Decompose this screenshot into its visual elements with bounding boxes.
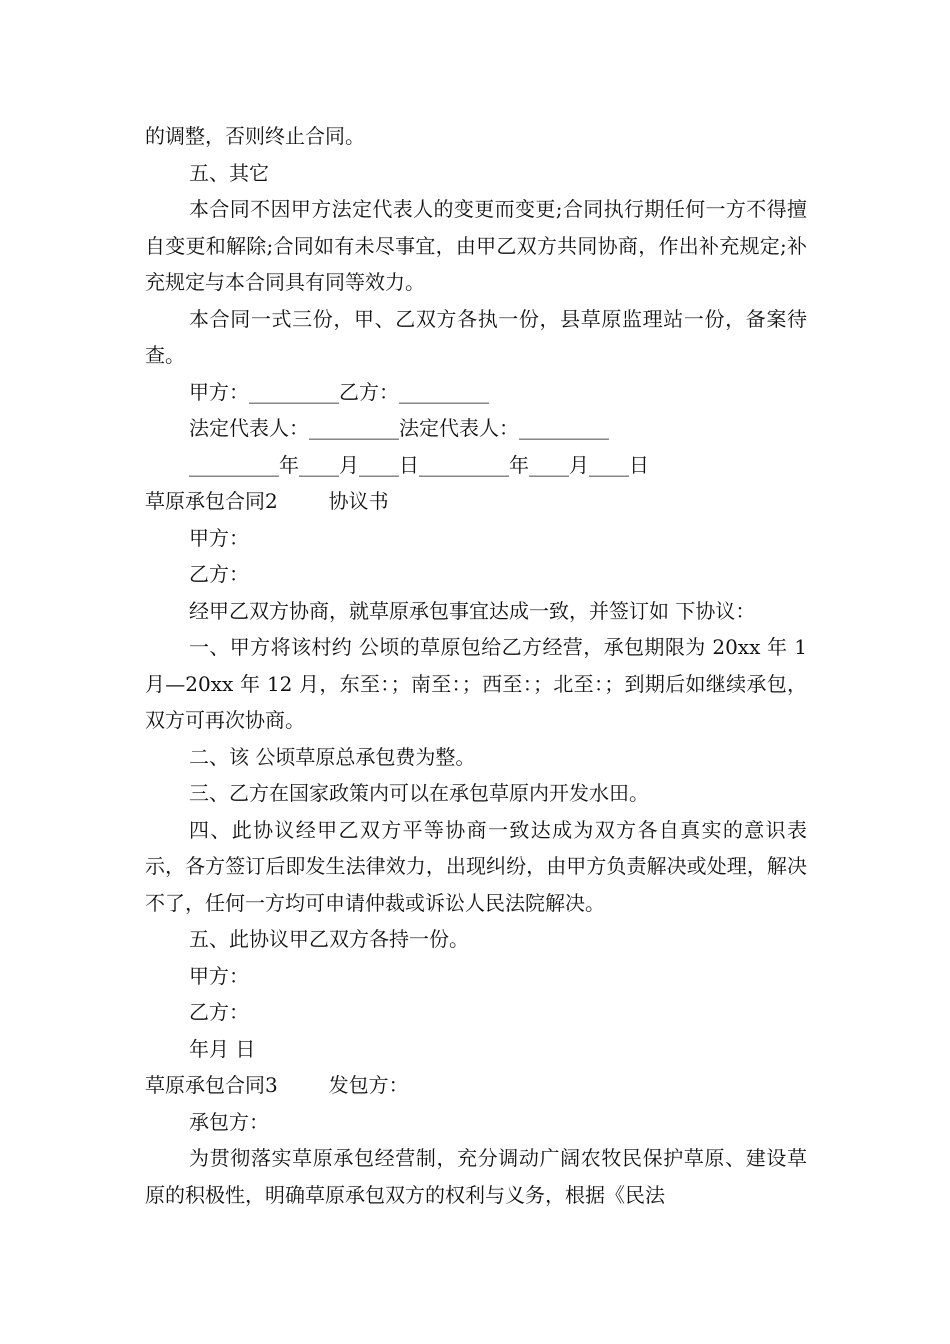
party-a-label: 甲方： [189,525,249,550]
document-page [145,118,814,1213]
paragraph: 的调整，否则终止合同。 [145,124,365,148]
section-heading: 五、其它 [189,160,269,185]
contract-title-2: 草原承包合同2 协议书 [145,489,389,513]
party-a-label: 甲方： [189,963,249,988]
contract-title-3: 草原承包合同3 发包方： [145,1073,409,1097]
party-b-label: 乙方： [189,1000,249,1024]
paragraph: 本合同不因甲方法定代表人的变更而变更;合同执行期任何一方不得擅自变更和解除;合同如有未尽事宜，由甲乙双方共同协商，作出补充规定;补充规定与本合同具有同等效力。 [145,197,807,294]
signature-line-dates: _________年____月____日_________年____月____日 [189,452,649,477]
clause-4: 四、此协议经甲乙双方平等协商一致达成为双方各自真实的意识表示，各方签订后即发生法律效力，出现纠纷，由甲方负责解决或处理，解决不了，任何一方均可申请仲裁或诉讼人民法院解决。 [145,817,807,915]
paragraph: 为贯彻落实草原承包经营制，充分调动广阔农牧民保护草原、建设草原的积极性，明确草原承包双方的权利与义务，根据《民法 [145,1146,807,1207]
paragraph: 本合同一式三份，甲、乙双方各执一份，县草原监理站一份，备案待查。 [145,306,807,367]
clause-3: 三、乙方在国家政策内可以在承包草原内开发水田。 [189,781,649,805]
date-line: 年月 日 [189,1036,256,1061]
signature-line-parties: 甲方：_________乙方：_________ [189,379,489,404]
party-b-label: 乙方： [189,562,249,586]
clause-2: 二、该 公顷草原总承包费为整。 [189,744,476,769]
clause-5: 五、此协议甲乙双方各持一份。 [189,927,469,951]
signature-line-representatives: 法定代表人：_________法定代表人：_________ [189,416,609,440]
paragraph: 经甲乙双方协商，就草原承包事宜达成一致，并签订如 下协议： [189,598,756,623]
contractor-label: 承包方： [189,1109,269,1134]
clause-1: 一、甲方将该村约 公顷的草原包给乙方经营，承包期限为 20xx 年 1 月—20xx 年 12 月，东至：；南至：；西至：；北至：；到期后如继续承包，双方可再次协商。 [145,635,814,732]
